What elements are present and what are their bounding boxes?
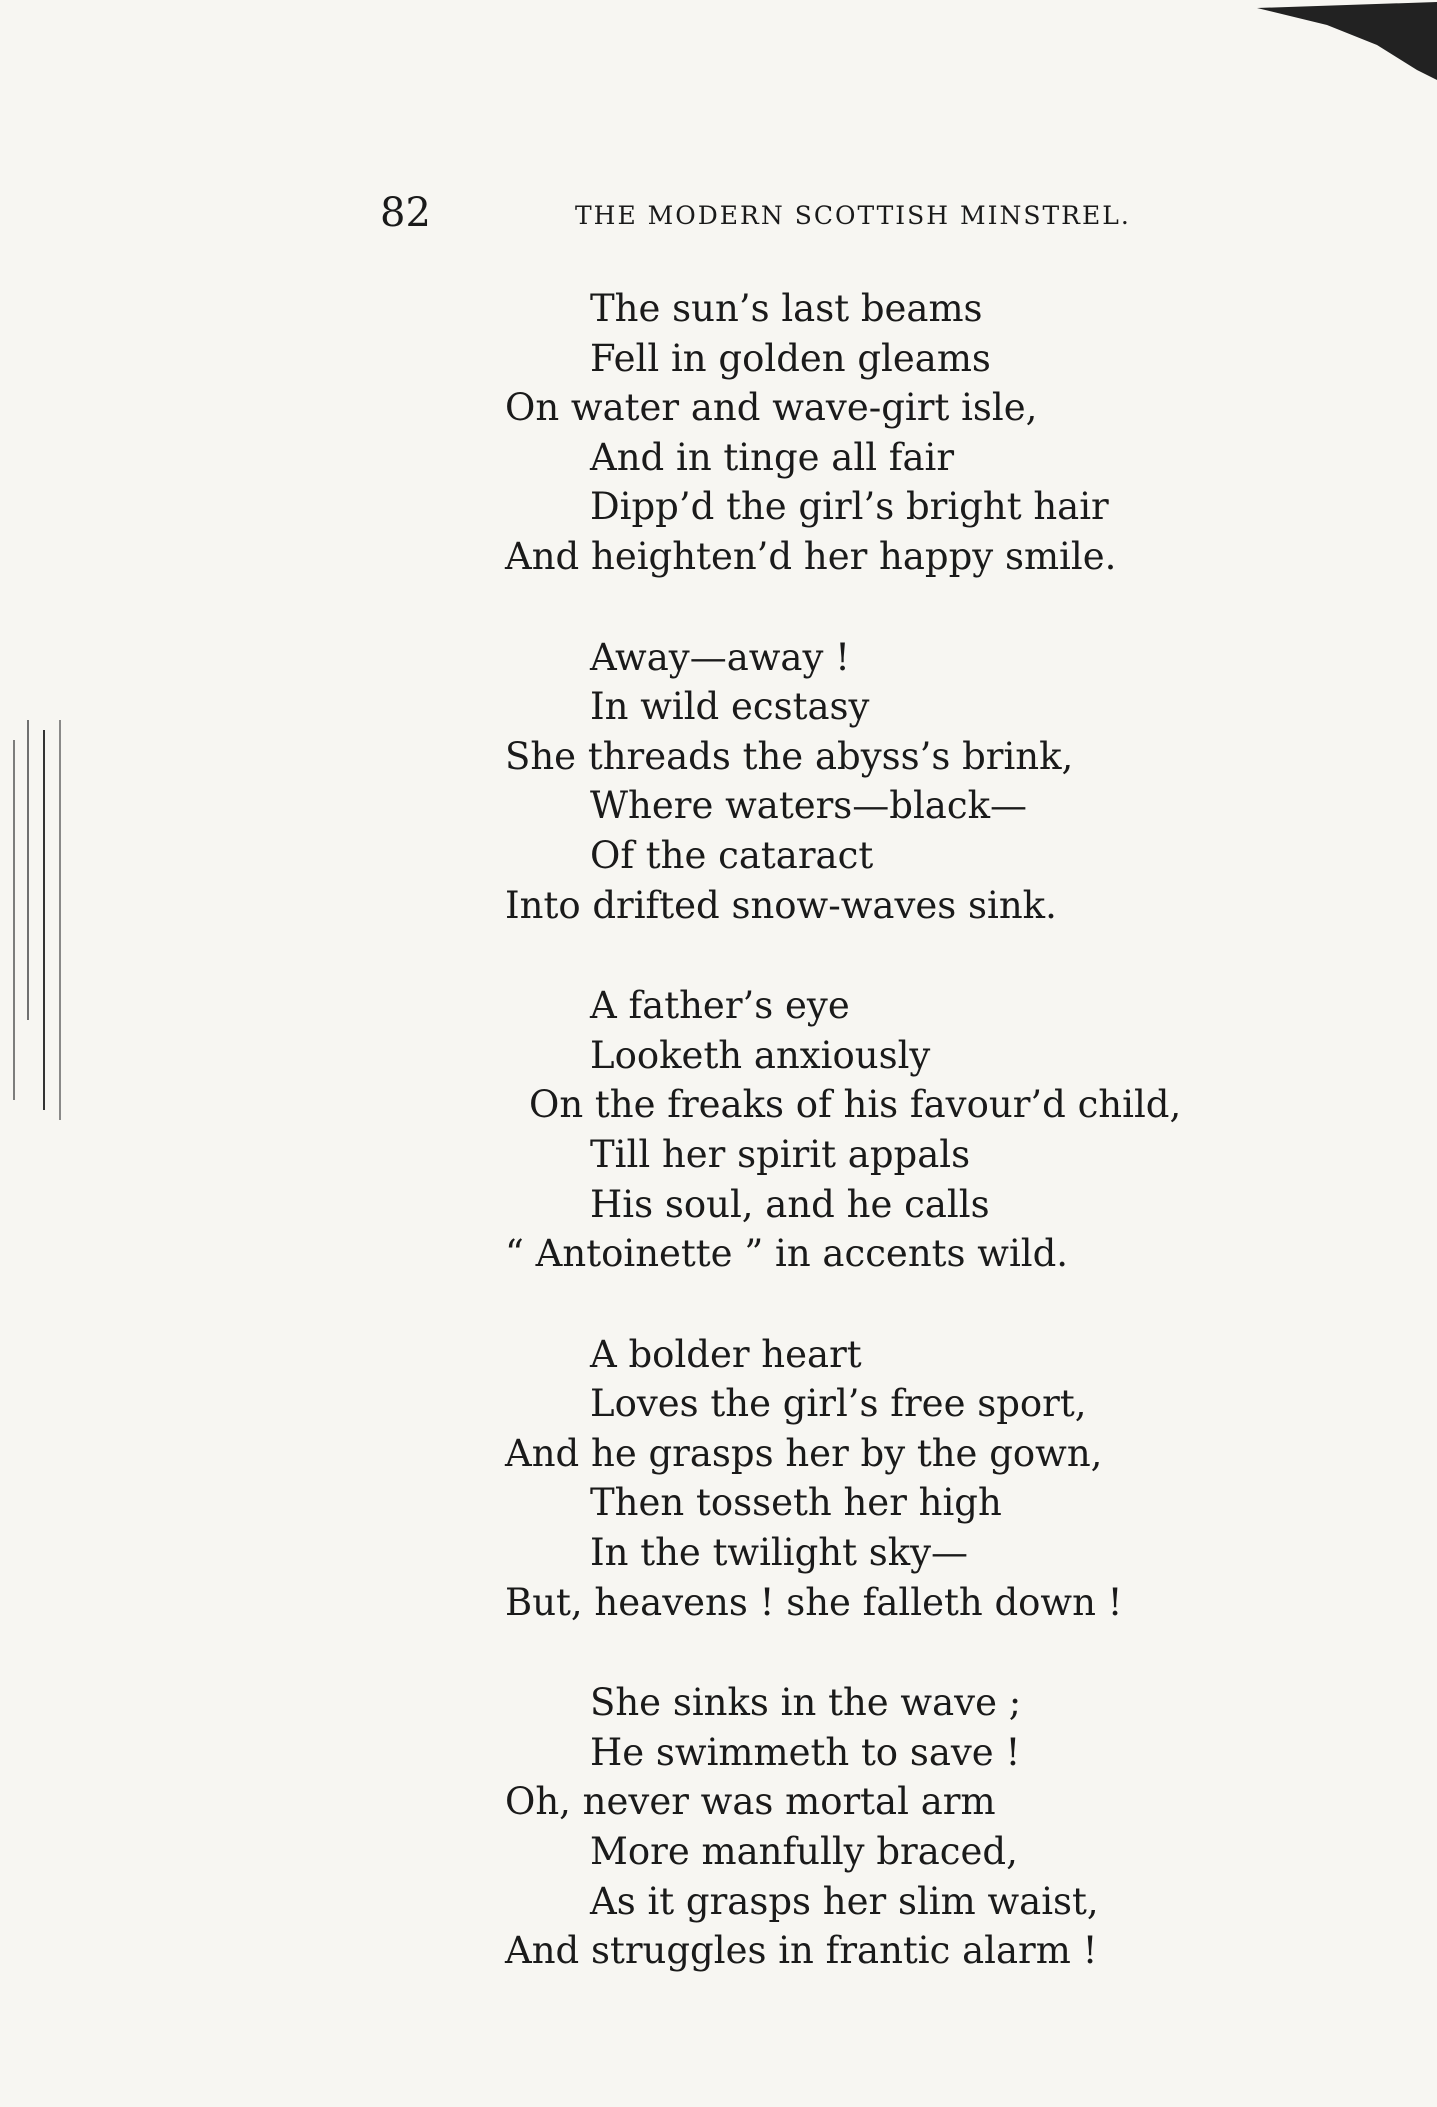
poem-line: Fell in golden gleams	[590, 336, 991, 380]
stanza	[505, 981, 1225, 1279]
poem-line: And in tinge all fair	[590, 435, 955, 479]
page-number: 82	[380, 190, 431, 236]
poem-line: “ Antoinette ” in accents wild.	[505, 1232, 1069, 1276]
poem-line: In wild ecstasy	[590, 685, 870, 729]
poem-line: She sinks in the wave ;	[590, 1681, 1022, 1725]
poem-line: She threads the abyss’s brink,	[505, 734, 1074, 778]
stanza	[505, 1330, 1225, 1628]
poem-line: As it grasps her slim waist,	[590, 1879, 1099, 1923]
poem-line: He swimmeth to save !	[590, 1730, 1021, 1774]
poem-line: Dipp’d the girl’s bright hair	[590, 485, 1109, 529]
poem-line: Looketh anxiously	[590, 1033, 931, 1077]
poem-line: In the twilight sky—	[590, 1531, 969, 1575]
poem-line: On water and wave-girt isle,	[505, 386, 1038, 430]
stanza	[505, 284, 1225, 582]
poem-line: Till her spirit appals	[590, 1132, 971, 1176]
poem-line: Of the cataract	[590, 833, 874, 877]
poem-line: But, heavens ! she falleth down !	[505, 1580, 1123, 1624]
poem-line: And he grasps her by the gown,	[505, 1431, 1103, 1475]
poem	[505, 284, 1225, 2027]
poem-line: The sun’s last beams	[590, 287, 983, 330]
scan-shadow-mark	[1227, 0, 1437, 90]
poem-line: And heighten’d her happy smile.	[505, 534, 1117, 578]
stanza	[505, 1678, 1225, 1976]
poem-line: A bolder heart	[590, 1332, 862, 1376]
poem-line: Loves the girl’s free sport,	[590, 1382, 1087, 1426]
poem-line: On the freaks of his favour’d child,	[529, 1083, 1182, 1127]
poem-line: And struggles in frantic alarm !	[505, 1929, 1098, 1973]
poem-line: Oh, never was mortal arm	[505, 1780, 996, 1824]
poem-line: More manfully braced,	[590, 1830, 1018, 1874]
poem-line: Into drifted snow-waves sink.	[505, 883, 1057, 927]
running-title: THE MODERN SCOTTISH MINSTREL.	[575, 201, 1131, 230]
page-header	[380, 188, 1180, 238]
poem-line: His soul, and he calls	[590, 1182, 990, 1226]
stanza	[505, 633, 1225, 931]
poem-line: Then tosseth her high	[590, 1481, 1002, 1525]
poem-line: Where waters—black—	[590, 784, 1027, 828]
margin-scan-lines	[0, 720, 80, 1120]
poem-line: Away—away !	[590, 635, 851, 679]
poem-line: A father’s eye	[590, 984, 850, 1028]
